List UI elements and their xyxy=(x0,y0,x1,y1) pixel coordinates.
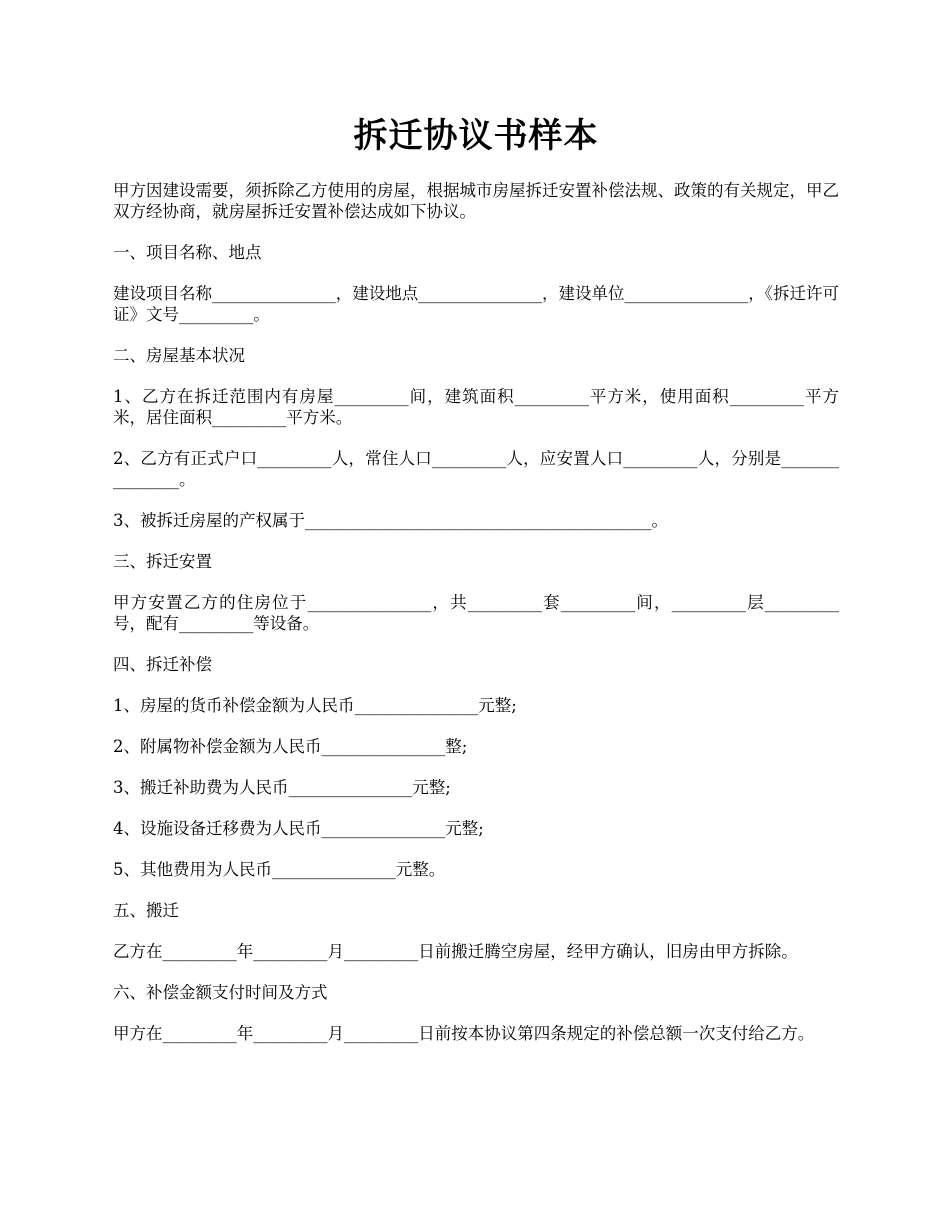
intro-paragraph: 甲方因建设需要，须拆除乙方使用的房屋，根据城市房屋拆迁安置补偿法规、政策的有关规定，甲乙双方经协商，就房屋拆迁安置补偿达成如下协议。 xyxy=(113,181,839,221)
resettlement-paragraph: 甲方安置乙方的住房位于_______________，共_________套_________间，_________层_________号，配有_________等设备。 xyxy=(113,593,839,633)
compensation-item-3: 3、搬迁补助费为人民币_______________元整; xyxy=(113,778,451,797)
section-heading-moving: 五、搬迁 xyxy=(113,901,179,920)
household-paragraph: 2、乙方有正式户口_________人，常住人口_________人，应安置人口_________人，分别是_______________。 xyxy=(113,449,839,489)
payment-paragraph: 甲方在_________年_________月_________日前按本协议第四条规定的补偿总额一次支付给乙方。 xyxy=(113,1024,815,1043)
compensation-item-2: 2、附属物补偿金额为人民币_______________整; xyxy=(113,737,468,756)
house-rooms-paragraph: 1、乙方在拆迁范围内有房屋_________间，建筑面积_________平方米，使用面积_________平方米，居住面积_________平方米。 xyxy=(113,387,839,427)
document-title: 拆迁协议书样本 xyxy=(353,116,599,156)
section-heading-project: 一、项目名称、地点 xyxy=(113,243,262,262)
section-heading-payment: 六、补偿金额支付时间及方式 xyxy=(113,983,328,1002)
section-heading-compensation: 四、拆迁补偿 xyxy=(113,655,212,674)
compensation-item-5: 5、其他费用为人民币_______________元整。 xyxy=(113,860,446,879)
compensation-item-1: 1、房屋的货币补偿金额为人民币_______________元整; xyxy=(113,696,517,715)
document-page xyxy=(113,112,839,1064)
moving-paragraph: 乙方在_________年_________月_________日前搬迁腾空房屋，经甲方确认，旧房由甲方拆除。 xyxy=(113,942,798,961)
compensation-item-4: 4、设施设备迁移费为人民币_______________元整; xyxy=(113,819,484,838)
ownership-paragraph: 3、被拆迁房屋的产权属于__________________________________________。 xyxy=(113,511,668,530)
section-heading-resettlement: 三、拆迁安置 xyxy=(113,552,212,571)
section-heading-house: 二、房屋基本状况 xyxy=(113,346,245,365)
project-info-paragraph: 建设项目名称_______________，建设地点_______________，建设单位_______________，《拆迁许可证》文号_________。 xyxy=(113,284,839,324)
